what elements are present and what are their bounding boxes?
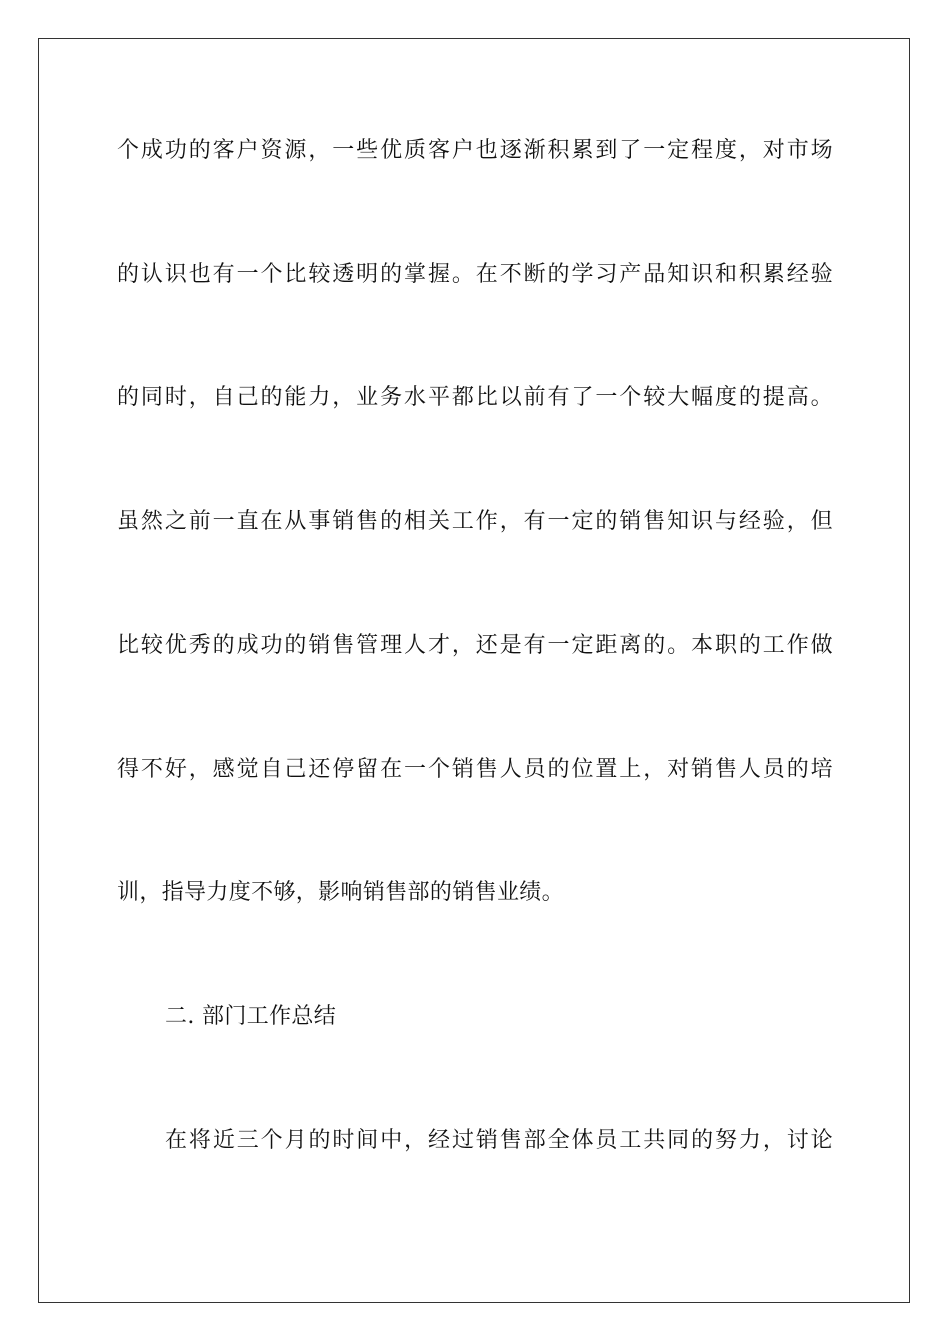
paragraph-line: 虽然之前一直在从事销售的相关工作，有一定的销售知识与经验，但 <box>117 509 833 534</box>
paragraph-line: 得不好，感觉自己还停留在一个销售人员的位置上，对销售人员的培 <box>117 757 833 782</box>
section-heading: 二. 部门工作总结 <box>165 1004 337 1029</box>
paragraph-line: 比较优秀的成功的销售管理人才，还是有一定距离的。本职的工作做 <box>117 633 833 658</box>
page-border <box>38 38 910 1303</box>
paragraph-line: 的同时，自己的能力，业务水平都比以前有了一个较大幅度的提高。 <box>117 385 833 410</box>
section-paragraph-line: 在将近三个月的时间中，经过销售部全体员工共同的努力，讨论 <box>165 1128 833 1153</box>
paragraph-line: 个成功的客户资源，一些优质客户也逐渐积累到了一定程度，对市场 <box>117 138 833 163</box>
paragraph-line: 训，指导力度不够，影响销售部的销售业绩。 <box>117 880 565 905</box>
paragraph-line: 的认识也有一个比较透明的掌握。在不断的学习产品知识和积累经验 <box>117 262 833 287</box>
